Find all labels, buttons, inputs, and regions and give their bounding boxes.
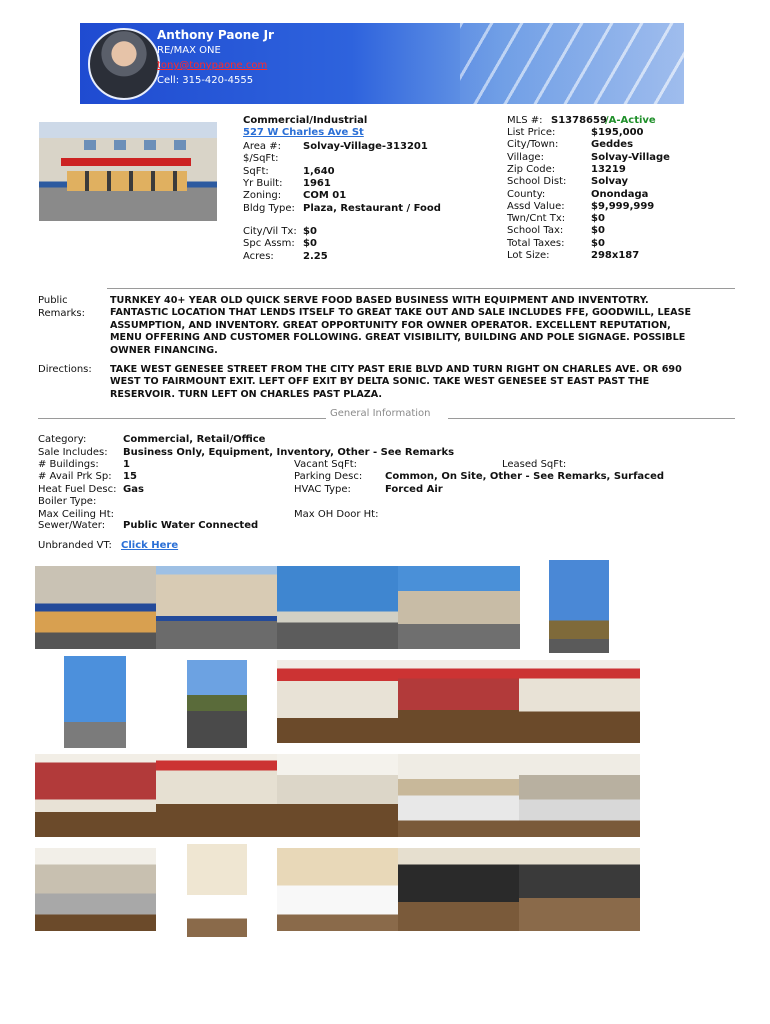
- right-field-value: $9,999,999: [591, 200, 655, 212]
- agent-email-link[interactable]: tony@tonypaone.com: [157, 60, 268, 71]
- gallery-photo[interactable]: [187, 660, 247, 748]
- public-remarks-line: MENU OFFERING AND CUSTOMER FOLLOWING. GREAT VISIBILITY, BUILDING AND POLE SIGNAGE. POSSIBLE: [110, 332, 686, 344]
- agent-brokerage: RE/MAX ONE: [157, 45, 221, 56]
- left-field-value: 1,640: [303, 165, 335, 177]
- gallery-photo[interactable]: [187, 844, 247, 937]
- gallery-photo[interactable]: [64, 656, 126, 748]
- right-field-value: $0: [591, 213, 605, 225]
- tax-field-value: $0: [303, 238, 317, 250]
- avail-parking-label: # Avail Prk Sp:: [38, 471, 112, 482]
- buildings-value: 1: [123, 459, 130, 470]
- sale-includes-label: Sale Includes:: [38, 447, 108, 458]
- agent-cell: Cell: 315-420-4555: [157, 75, 254, 86]
- gallery-photo[interactable]: [519, 754, 640, 837]
- tax-field-label: Acres:: [243, 250, 274, 262]
- gallery-photo[interactable]: [277, 754, 398, 837]
- left-field-label: $/SqFt:: [243, 153, 279, 165]
- general-info-heading: General Information: [330, 408, 431, 419]
- public-remarks-line: FANTASTIC LOCATION THAT LENDS ITSELF TO GREAT TAKE OUT AND SALE INCLUDES FFE, GOODWILL, LEASE: [110, 307, 692, 319]
- vacant-sqft-label: Vacant SqFt:: [294, 459, 357, 470]
- gallery-photo[interactable]: [398, 660, 519, 743]
- virtual-tour-label: Unbranded VT:: [38, 540, 112, 551]
- status-badge: /A-Active: [605, 115, 656, 126]
- right-field-label: Total Taxes:: [507, 237, 565, 249]
- right-field-value: Geddes: [591, 139, 634, 151]
- directions-line: WEST TO FAIRMOUNT EXIT. LEFT OFF EXIT BY DELTA SONIC. TAKE WEST GENESEE ST EAST PAST THE: [110, 376, 650, 388]
- banner-glass-graphic: [460, 23, 684, 104]
- right-field-label: Village:: [507, 151, 544, 163]
- agent-banner: [80, 23, 684, 104]
- buildings-label: # Buildings:: [38, 459, 99, 470]
- right-field-value: $195,000: [591, 127, 644, 138]
- gallery-photo[interactable]: [398, 848, 519, 931]
- agent-name: Anthony Paone Jr: [157, 28, 274, 42]
- right-field-label: School Dist:: [507, 176, 567, 188]
- gallery-photo[interactable]: [35, 566, 156, 649]
- right-field-value: $0: [591, 237, 605, 249]
- tax-field-label: City/Vil Tx:: [243, 226, 297, 237]
- boiler-type-label: Boiler Type:: [38, 496, 97, 507]
- hvac-type-label: HVAC Type:: [294, 484, 351, 495]
- gallery-photo[interactable]: [277, 566, 398, 649]
- gallery-photo[interactable]: [35, 848, 156, 931]
- left-field-label: SqFt:: [243, 165, 269, 177]
- gallery-photo[interactable]: [519, 660, 640, 743]
- left-field-value: Solvay-Village-313201: [303, 141, 428, 152]
- divider: [107, 288, 735, 289]
- gallery-photo[interactable]: [549, 560, 609, 653]
- property-type: Commercial/Industrial: [243, 115, 368, 126]
- public-remarks-line: TURNKEY 40+ YEAR OLD QUICK SERVE FOOD BASED BUSINESS WITH EQUIPMENT AND INVENTOTRY.: [110, 295, 649, 306]
- gallery-photo[interactable]: [277, 848, 398, 931]
- gallery-photo[interactable]: [35, 754, 156, 837]
- heat-fuel-label: Heat Fuel Desc:: [38, 484, 117, 495]
- public-remarks-line: ASSUMPTION, AND INVENTORY. GREAT OPPORTUNITY FOR OWNER OPERATOR. EXCELLENT REPUTATION,: [110, 319, 671, 331]
- gallery-photo[interactable]: [277, 660, 398, 743]
- main-property-photo: [39, 122, 217, 221]
- parking-desc-value: Common, On Site, Other - See Remarks, Surfaced: [385, 471, 665, 482]
- gallery-photo[interactable]: [398, 566, 520, 649]
- left-field-value: Plaza, Restaurant / Food: [303, 202, 441, 214]
- category-value: Commercial, Retail/Office: [123, 434, 266, 445]
- tax-field-value: $0: [303, 226, 317, 237]
- left-field-label: Yr Built:: [243, 177, 283, 189]
- public-remarks-line: OWNER FINANCING.: [110, 344, 218, 356]
- leased-sqft-label: Leased SqFt:: [502, 459, 567, 470]
- directions-line: RESERVOIR. TURN LEFT ON CHARLES PAST PLAZA.: [110, 388, 382, 400]
- right-field-label: School Tax:: [507, 225, 564, 237]
- sewer-water-value: Public Water Connected: [123, 520, 259, 531]
- right-field-value: 13219: [591, 163, 626, 175]
- right-field-value: Onondaga: [591, 188, 649, 200]
- right-field-label: Lot Size:: [507, 250, 550, 261]
- gallery-photo[interactable]: [156, 566, 277, 649]
- gallery-photo[interactable]: [156, 754, 277, 837]
- directions-label: Directions:: [38, 364, 92, 375]
- max-ceiling-label: Max Ceiling Ht:: [38, 509, 114, 520]
- right-field-label: List Price:: [507, 127, 556, 138]
- left-field-label: Area #:: [243, 141, 281, 152]
- tax-field-label: Spc Assm:: [243, 238, 295, 250]
- agent-photo: [88, 28, 160, 100]
- right-field-label: City/Town:: [507, 139, 559, 151]
- right-field-label: Twn/Cnt Tx:: [507, 213, 566, 225]
- left-field-value: COM 01: [303, 190, 347, 202]
- avail-parking-value: 15: [123, 471, 137, 482]
- mls-label: MLS #:: [507, 115, 543, 126]
- tax-field-value: 2.25: [303, 250, 328, 262]
- directions-line: TAKE WEST GENESEE STREET FROM THE CITY PAST ERIE BLVD AND TURN RIGHT ON CHARLES AVE. OR 690: [110, 364, 682, 375]
- right-field-value: Solvay: [591, 176, 628, 188]
- right-field-value: $0: [591, 225, 605, 237]
- right-field-value: Solvay-Village: [591, 151, 670, 163]
- heat-fuel-value: Gas: [123, 484, 144, 495]
- left-field-label: Zoning:: [243, 190, 282, 202]
- mls-number: S1378659: [551, 115, 607, 126]
- virtual-tour-link[interactable]: Click Here: [121, 540, 179, 551]
- category-label: Category:: [38, 434, 87, 445]
- hvac-type-value: Forced Air: [385, 484, 443, 495]
- left-field-label: Bldg Type:: [243, 202, 295, 214]
- right-field-label: Assd Value:: [507, 200, 565, 212]
- public-remarks-label-1: Public: [38, 295, 68, 306]
- sale-includes-value: Business Only, Equipment, Inventory, Other - See Remarks: [123, 447, 455, 458]
- gallery-photo[interactable]: [398, 754, 519, 837]
- public-remarks-label-2: Remarks:: [38, 308, 86, 319]
- right-field-value: 298x187: [591, 250, 640, 261]
- gallery-photo[interactable]: [519, 848, 640, 931]
- right-field-label: County:: [507, 188, 546, 200]
- property-address-link[interactable]: 527 W Charles Ave St: [243, 127, 364, 138]
- sewer-water-label: Sewer/Water:: [38, 520, 106, 531]
- max-oh-door-label: Max OH Door Ht:: [294, 509, 379, 520]
- left-field-value: 1961: [303, 177, 331, 189]
- right-field-label: Zip Code:: [507, 163, 556, 175]
- divider: [448, 418, 735, 419]
- divider: [38, 418, 326, 419]
- parking-desc-label: Parking Desc:: [294, 471, 363, 482]
